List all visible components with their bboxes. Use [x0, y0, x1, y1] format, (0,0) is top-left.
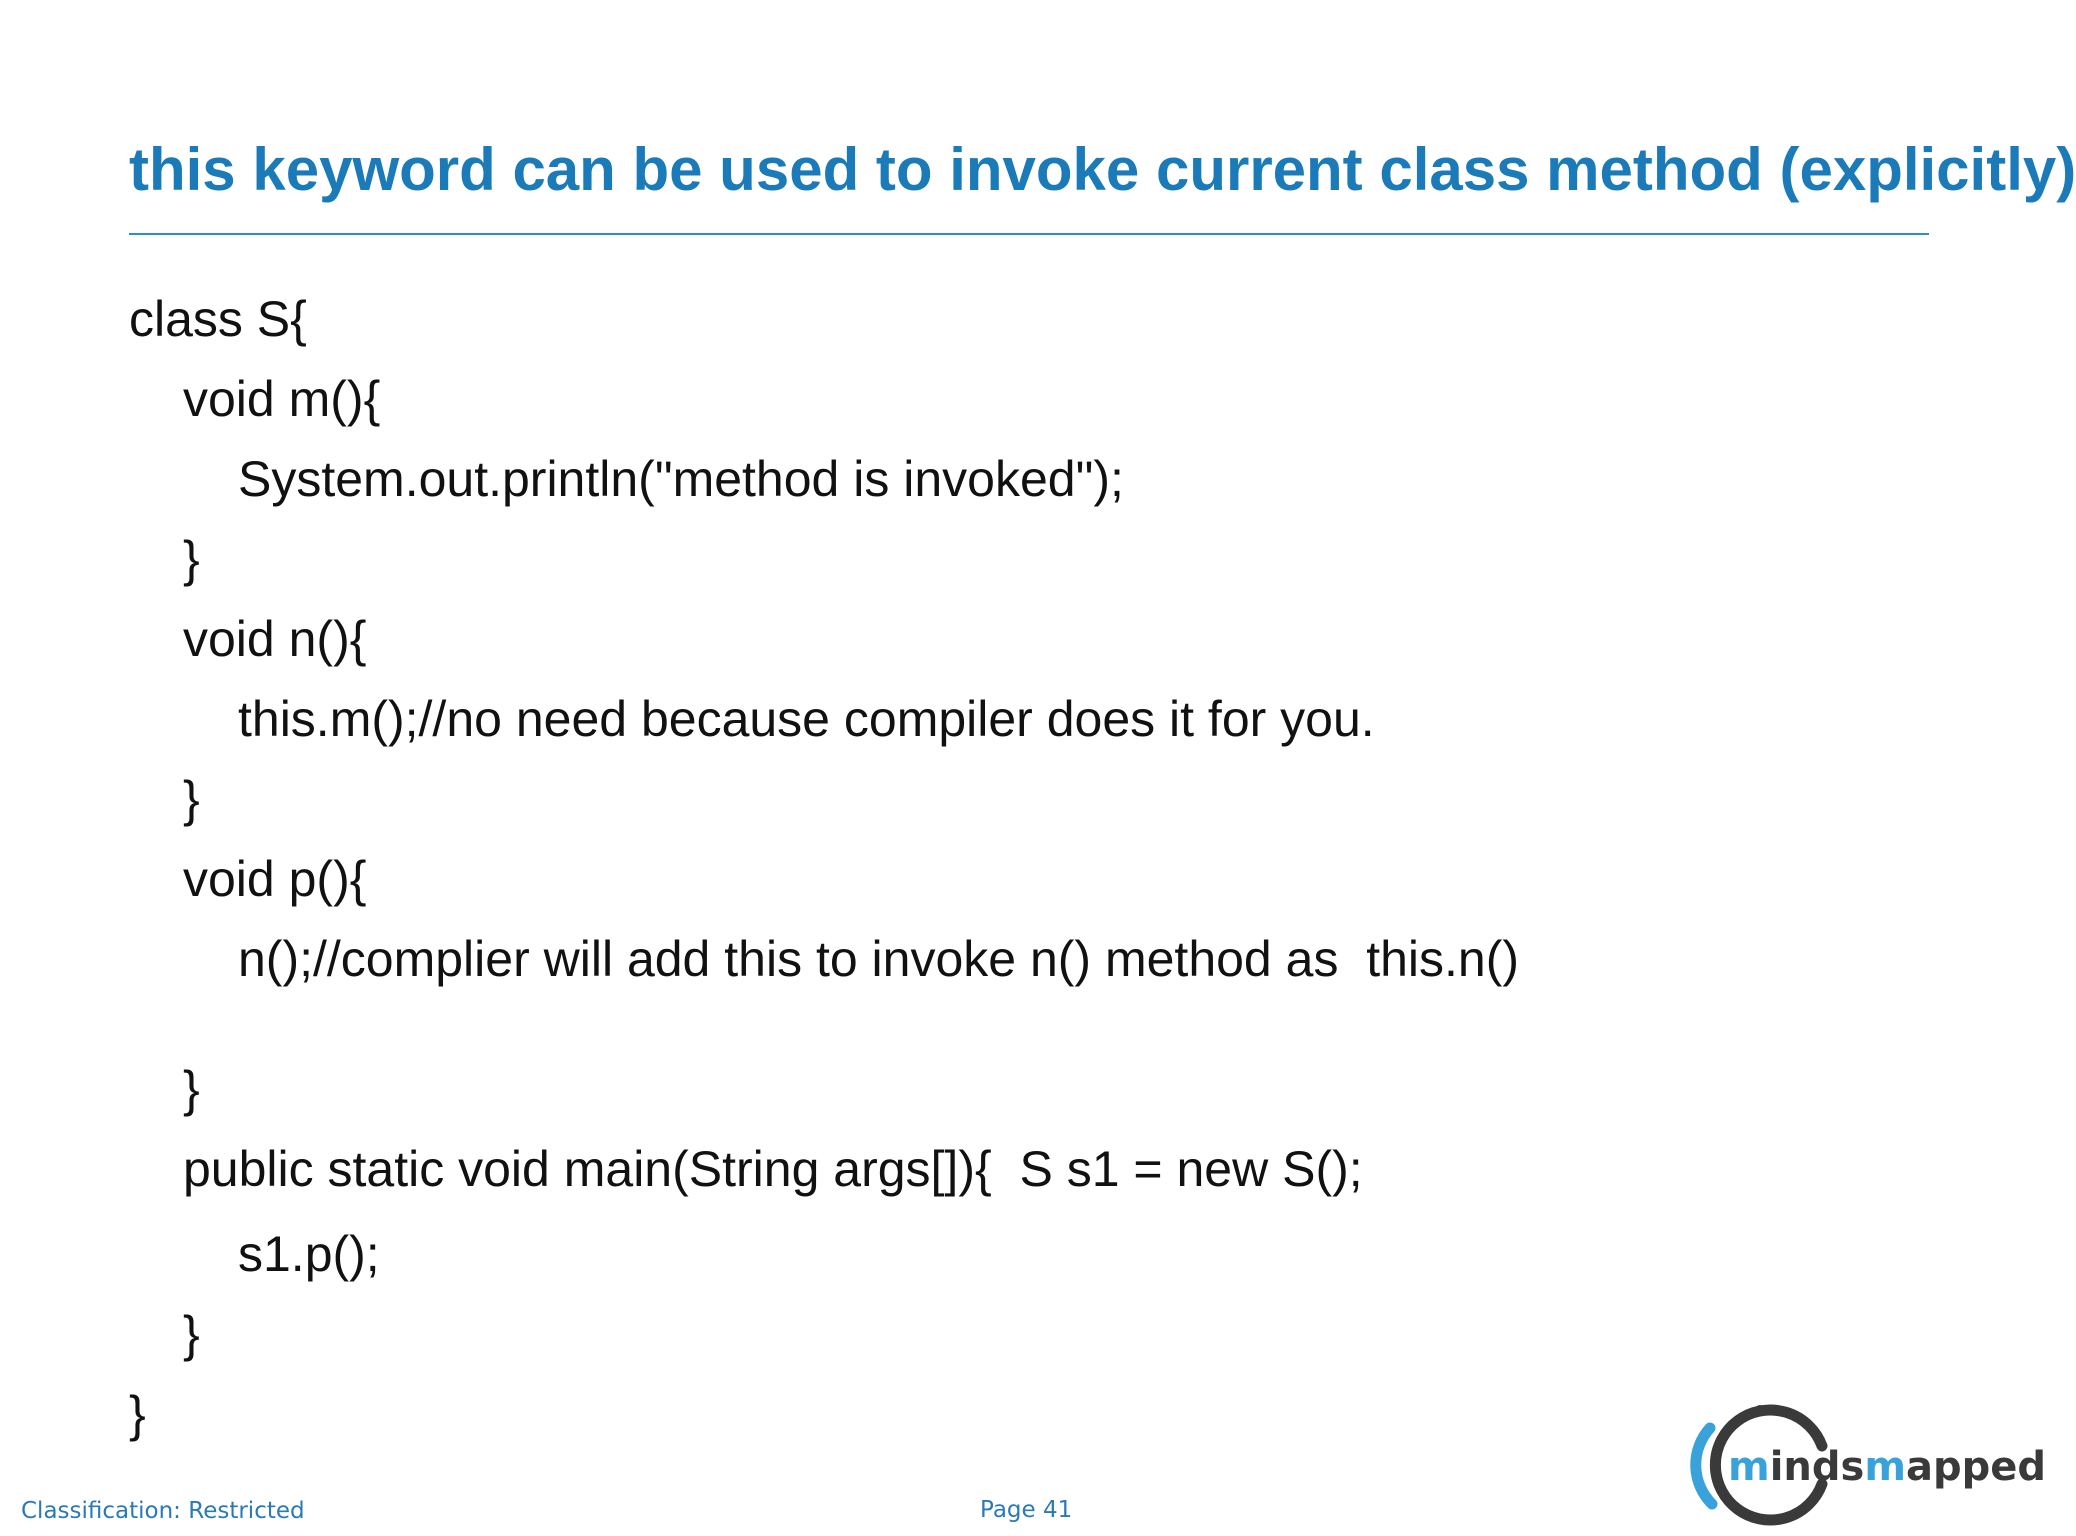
code-line-4: } — [183, 531, 200, 587]
code-line-13: } — [183, 1306, 200, 1362]
page-number: Page 41 — [980, 1497, 1073, 1523]
code-line-7: } — [183, 771, 200, 827]
code-line-11: public static void main(String args[]){ S s1 = new S(); — [183, 1141, 1363, 1197]
logo-wordmark: mindsmapped — [1728, 1444, 2047, 1490]
code-line-10: } — [183, 1061, 200, 1117]
code-line-2: void m(){ — [183, 371, 381, 427]
code-line-8: void p(){ — [183, 851, 367, 907]
code-line-9: n();//complier will add this to invoke n() method as this.n() — [238, 931, 1520, 987]
code-line-12: s1.p(); — [238, 1226, 380, 1282]
slide-title: this keyword can be used to invoke current class method (explicitly) — [129, 136, 2076, 203]
title-divider — [129, 233, 1929, 235]
code-line-6: this.m();//no need because compiler does it for you. — [238, 691, 1375, 747]
mindsmapped-logo — [1690, 1400, 2047, 1530]
code-line-5: void n(){ — [183, 611, 367, 667]
code-line-3: System.out.println("method is invoked"); — [238, 451, 1124, 507]
classification-label: Classification: Restricted — [21, 1498, 305, 1524]
code-line-14: } — [129, 1386, 146, 1442]
code-line-1: class S{ — [129, 291, 307, 347]
